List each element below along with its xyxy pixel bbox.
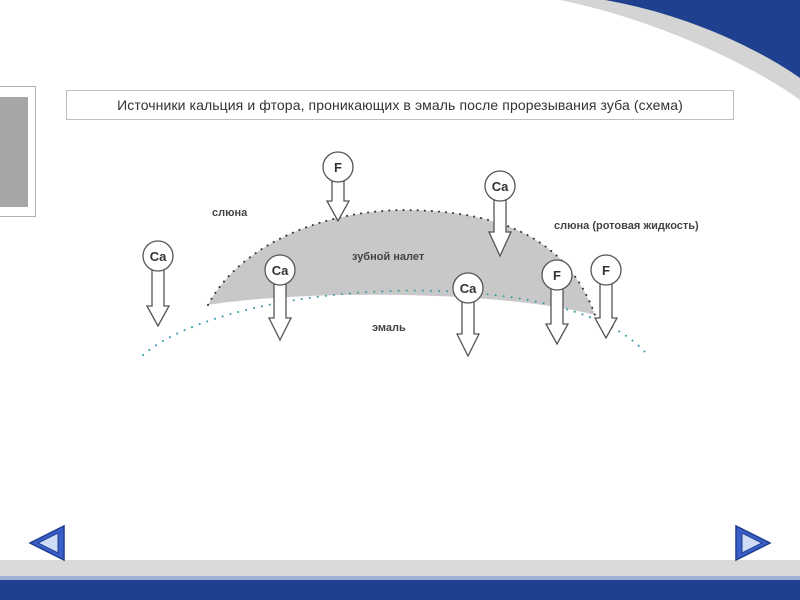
slide-title: Источники кальция и фтора, проникающих в эмаль после прорезывания зуба (схема) <box>66 90 734 120</box>
plaque-label: зубной налет <box>352 251 425 263</box>
triangle-right-icon <box>736 526 770 560</box>
calcium-arrow <box>453 273 483 356</box>
arrow-label: F <box>602 263 610 278</box>
enamel-label: эмаль <box>372 322 406 334</box>
calcium-arrow <box>143 241 173 326</box>
saliva-label: слюна <box>212 207 248 219</box>
fluoride-arrow <box>323 152 353 221</box>
arrow-label: Ca <box>491 179 509 194</box>
arrow-label: Ca <box>271 263 289 278</box>
next-slide-button[interactable] <box>732 524 774 562</box>
arrow-label: F <box>553 268 561 283</box>
arrow-label: Ca <box>149 249 167 264</box>
arrow-label: F <box>334 160 342 175</box>
arrow-label: Ca <box>459 281 477 296</box>
saliva-oral-fluid-label: слюна (ротовая жидкость) <box>554 220 699 232</box>
prev-slide-button[interactable] <box>26 524 68 562</box>
triangle-left-icon <box>30 526 64 560</box>
fluoride-arrow <box>591 255 621 338</box>
